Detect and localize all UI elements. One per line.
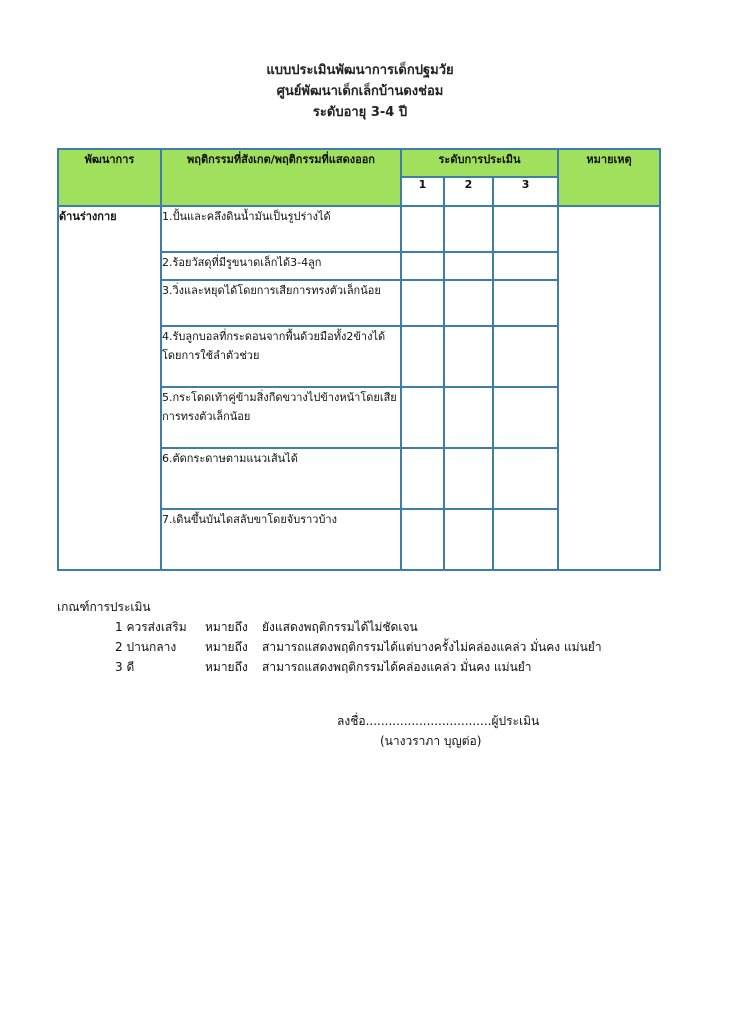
criteria-heading: เกณฑ์การประเมิน <box>57 600 151 614</box>
signature-line: ลงชื่อ.................................ผู้ประเมิน <box>337 714 540 728</box>
behavior-item: 6.ตัดกระดาษตามแนวเส้นได้ <box>161 448 401 509</box>
criteria-means: หมายถึง <box>205 620 248 634</box>
header-level-2: 2 <box>444 177 493 206</box>
criteria-item <box>57 637 602 657</box>
criteria-means: หมายถึง <box>205 660 248 674</box>
evaluation-table <box>57 148 661 571</box>
level-1-cell[interactable] <box>401 509 444 570</box>
age-level: ระดับอายุ 3-4 ปี <box>312 105 408 120</box>
behavior-item: 3.วิ่งและหยุดได้โดยการเสียการทรงตัวเล็กน้อย <box>161 280 401 326</box>
level-2-cell[interactable] <box>444 326 493 387</box>
level-2-cell[interactable] <box>444 252 493 280</box>
criteria-level: 3 ดี <box>115 660 135 674</box>
header-development: พัฒนาการ <box>58 149 161 206</box>
level-1-cell[interactable] <box>401 252 444 280</box>
category-physical: ด้านร่างกาย <box>58 206 161 570</box>
table-row <box>58 206 660 252</box>
criteria-level: 1 ควรส่งเสริม <box>115 620 187 634</box>
form-title: แบบประเมินพัฒนาการเด็กปฐมวัย <box>266 63 454 78</box>
header-behavior: พฤติกรรมที่สังเกต/พฤติกรรมที่แสดงออก <box>161 149 401 206</box>
criteria-means: หมายถึง <box>205 640 248 654</box>
center-name: ศูนย์พัฒนาเด็กเล็กบ้านดงช่อม <box>276 84 444 99</box>
level-1-cell[interactable] <box>401 448 444 509</box>
title-block <box>0 60 720 123</box>
criteria-level: 2 ปานกลาง <box>115 640 177 654</box>
behavior-item: 1.ปั้นและคลึงดินน้ำมันเป็นรูปร่างได้ <box>161 206 401 252</box>
level-3-cell[interactable] <box>493 252 558 280</box>
behavior-item: 4.รับลูกบอลที่กระดอนจากพื้นด้วยมือทั้ง2ข้างได้โดยการใช้ลำตัวช่วย <box>161 326 401 387</box>
criteria-item <box>57 657 532 677</box>
level-2-cell[interactable] <box>444 448 493 509</box>
evaluator-name: (นางวราภา บุญต่อ) <box>380 734 482 748</box>
remarks-cell[interactable] <box>558 206 660 570</box>
behavior-item: 2.ร้อยวัสดุที่มีรูขนาดเล็กได้3-4ลูก <box>161 252 401 280</box>
header-level-3: 3 <box>493 177 558 206</box>
behavior-item: 7.เดินขึ้นบันไดสลับขาโดยจับราวบ้าง <box>161 509 401 570</box>
header-remarks: หมายเหตุ <box>558 149 660 206</box>
criteria-desc: สามารถแสดงพฤติกรรมได้คล่องแคล่ว มั่นคง แม่นยำ <box>262 660 532 674</box>
header-level: ระดับการประเมิน <box>401 149 558 177</box>
level-2-cell[interactable] <box>444 206 493 252</box>
level-3-cell[interactable] <box>493 206 558 252</box>
level-1-cell[interactable] <box>401 206 444 252</box>
level-1-cell[interactable] <box>401 280 444 326</box>
level-3-cell[interactable] <box>493 280 558 326</box>
level-3-cell[interactable] <box>493 326 558 387</box>
level-2-cell[interactable] <box>444 509 493 570</box>
level-2-cell[interactable] <box>444 387 493 448</box>
level-3-cell[interactable] <box>493 448 558 509</box>
criteria-section <box>57 597 602 677</box>
criteria-desc: ยังแสดงพฤติกรรมได้ไม่ชัดเจน <box>262 620 418 634</box>
level-1-cell[interactable] <box>401 326 444 387</box>
level-3-cell[interactable] <box>493 509 558 570</box>
level-3-cell[interactable] <box>493 387 558 448</box>
criteria-item <box>57 617 418 637</box>
criteria-desc: สามารถแสดงพฤติกรรมได้แต่บางครั้งไม่คล่องแคล่ว มั่นคง แม่นยำ <box>262 640 602 654</box>
level-2-cell[interactable] <box>444 280 493 326</box>
level-1-cell[interactable] <box>401 387 444 448</box>
behavior-item: 5.กระโดดเท้าคู่ข้ามสิ่งกีดขวางไปข้างหน้าโดยเสียการทรงตัวเล็กน้อย <box>161 387 401 448</box>
header-level-1: 1 <box>401 177 444 206</box>
